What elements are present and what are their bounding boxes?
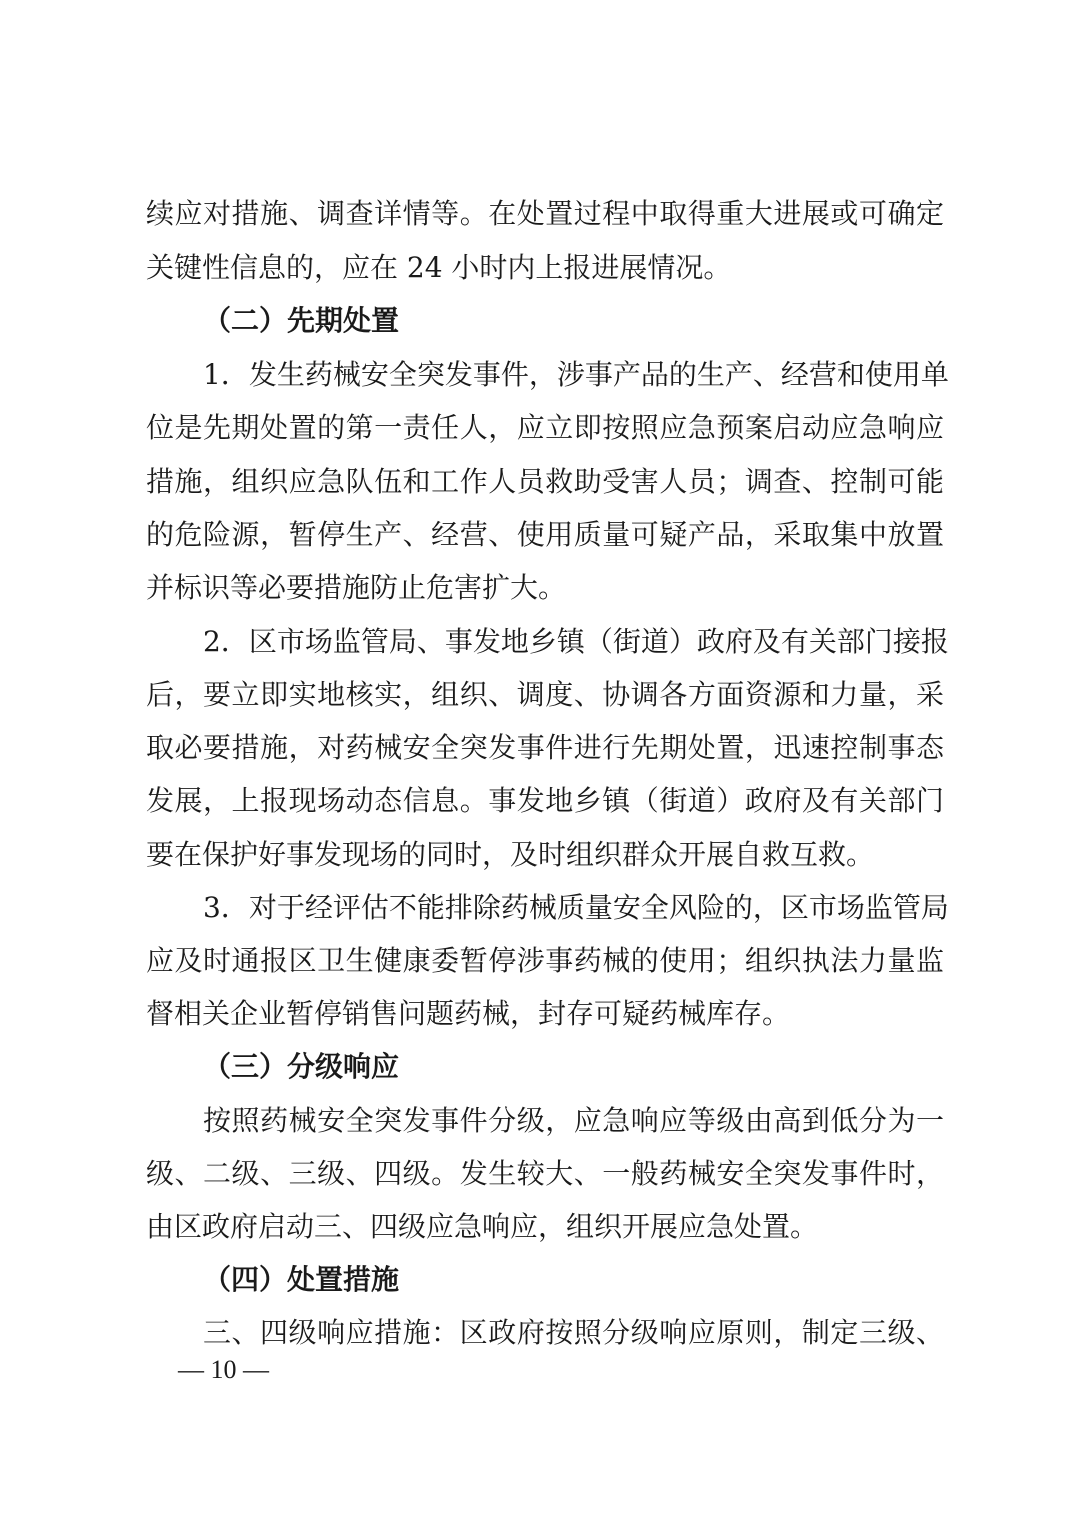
text-line: 督相关企业暂停销售问题药械，封存可疑药械库存。 bbox=[146, 997, 791, 1030]
text-line: 级、二级、三级、四级。发生较大、一般药械安全突发事件时， bbox=[146, 1157, 944, 1190]
text-line: 按照药械安全突发事件分级，应急响应等级由高到低分为一 bbox=[203, 1104, 944, 1137]
section-heading: （二）先期处置 bbox=[203, 304, 400, 337]
text-line: 要在保护好事发现场的同时，及时组织群众开展自救互救。 bbox=[146, 838, 875, 871]
text-line: 位是先期处置的第一责任人，应立即按照应急预案启动应急响应 bbox=[146, 411, 944, 444]
text-line: 发展，上报现场动态信息。事发地乡镇（街道）政府及有关部门 bbox=[146, 784, 944, 817]
text-line: 1．发生药械安全突发事件，涉事产品的生产、经营和使用单 bbox=[203, 358, 949, 391]
section-heading: （三）分级响应 bbox=[203, 1050, 400, 1083]
text-line: 取必要措施，对药械安全突发事件进行先期处置，迅速控制事态 bbox=[146, 731, 944, 764]
text-line: 的危险源，暂停生产、经营、使用质量可疑产品，采取集中放置 bbox=[146, 518, 944, 551]
text-line: 2．区市场监管局、事发地乡镇（街道）政府及有关部门接报 bbox=[203, 625, 949, 658]
page-number: — 10 — bbox=[178, 1355, 269, 1384]
text-line: 后，要立即实地核实，组织、调度、协调各方面资源和力量，采 bbox=[146, 678, 944, 711]
text-line: 3．对于经评估不能排除药械质量安全风险的，区市场监管局 bbox=[203, 891, 949, 924]
text-line: 措施，组织应急队伍和工作人员救助受害人员；调查、控制可能 bbox=[146, 465, 944, 498]
text-line: 续应对措施、调查详情等。在处置过程中取得重大进展或可确定 bbox=[146, 197, 944, 230]
text-line: 由区政府启动三、四级应急响应，组织开展应急处置。 bbox=[146, 1210, 819, 1243]
section-heading: （四）处置措施 bbox=[203, 1263, 400, 1296]
text-line: 应及时通报区卫生健康委暂停涉事药械的使用；组织执法力量监 bbox=[146, 944, 944, 977]
text-line: 三、四级响应措施：区政府按照分级响应原则，制定三级、 bbox=[203, 1316, 944, 1349]
text-line: 并标识等必要措施防止危害扩大。 bbox=[146, 571, 567, 604]
text-line: 关键性信息的，应在 24 小时内上报进展情况。 bbox=[146, 251, 732, 284]
